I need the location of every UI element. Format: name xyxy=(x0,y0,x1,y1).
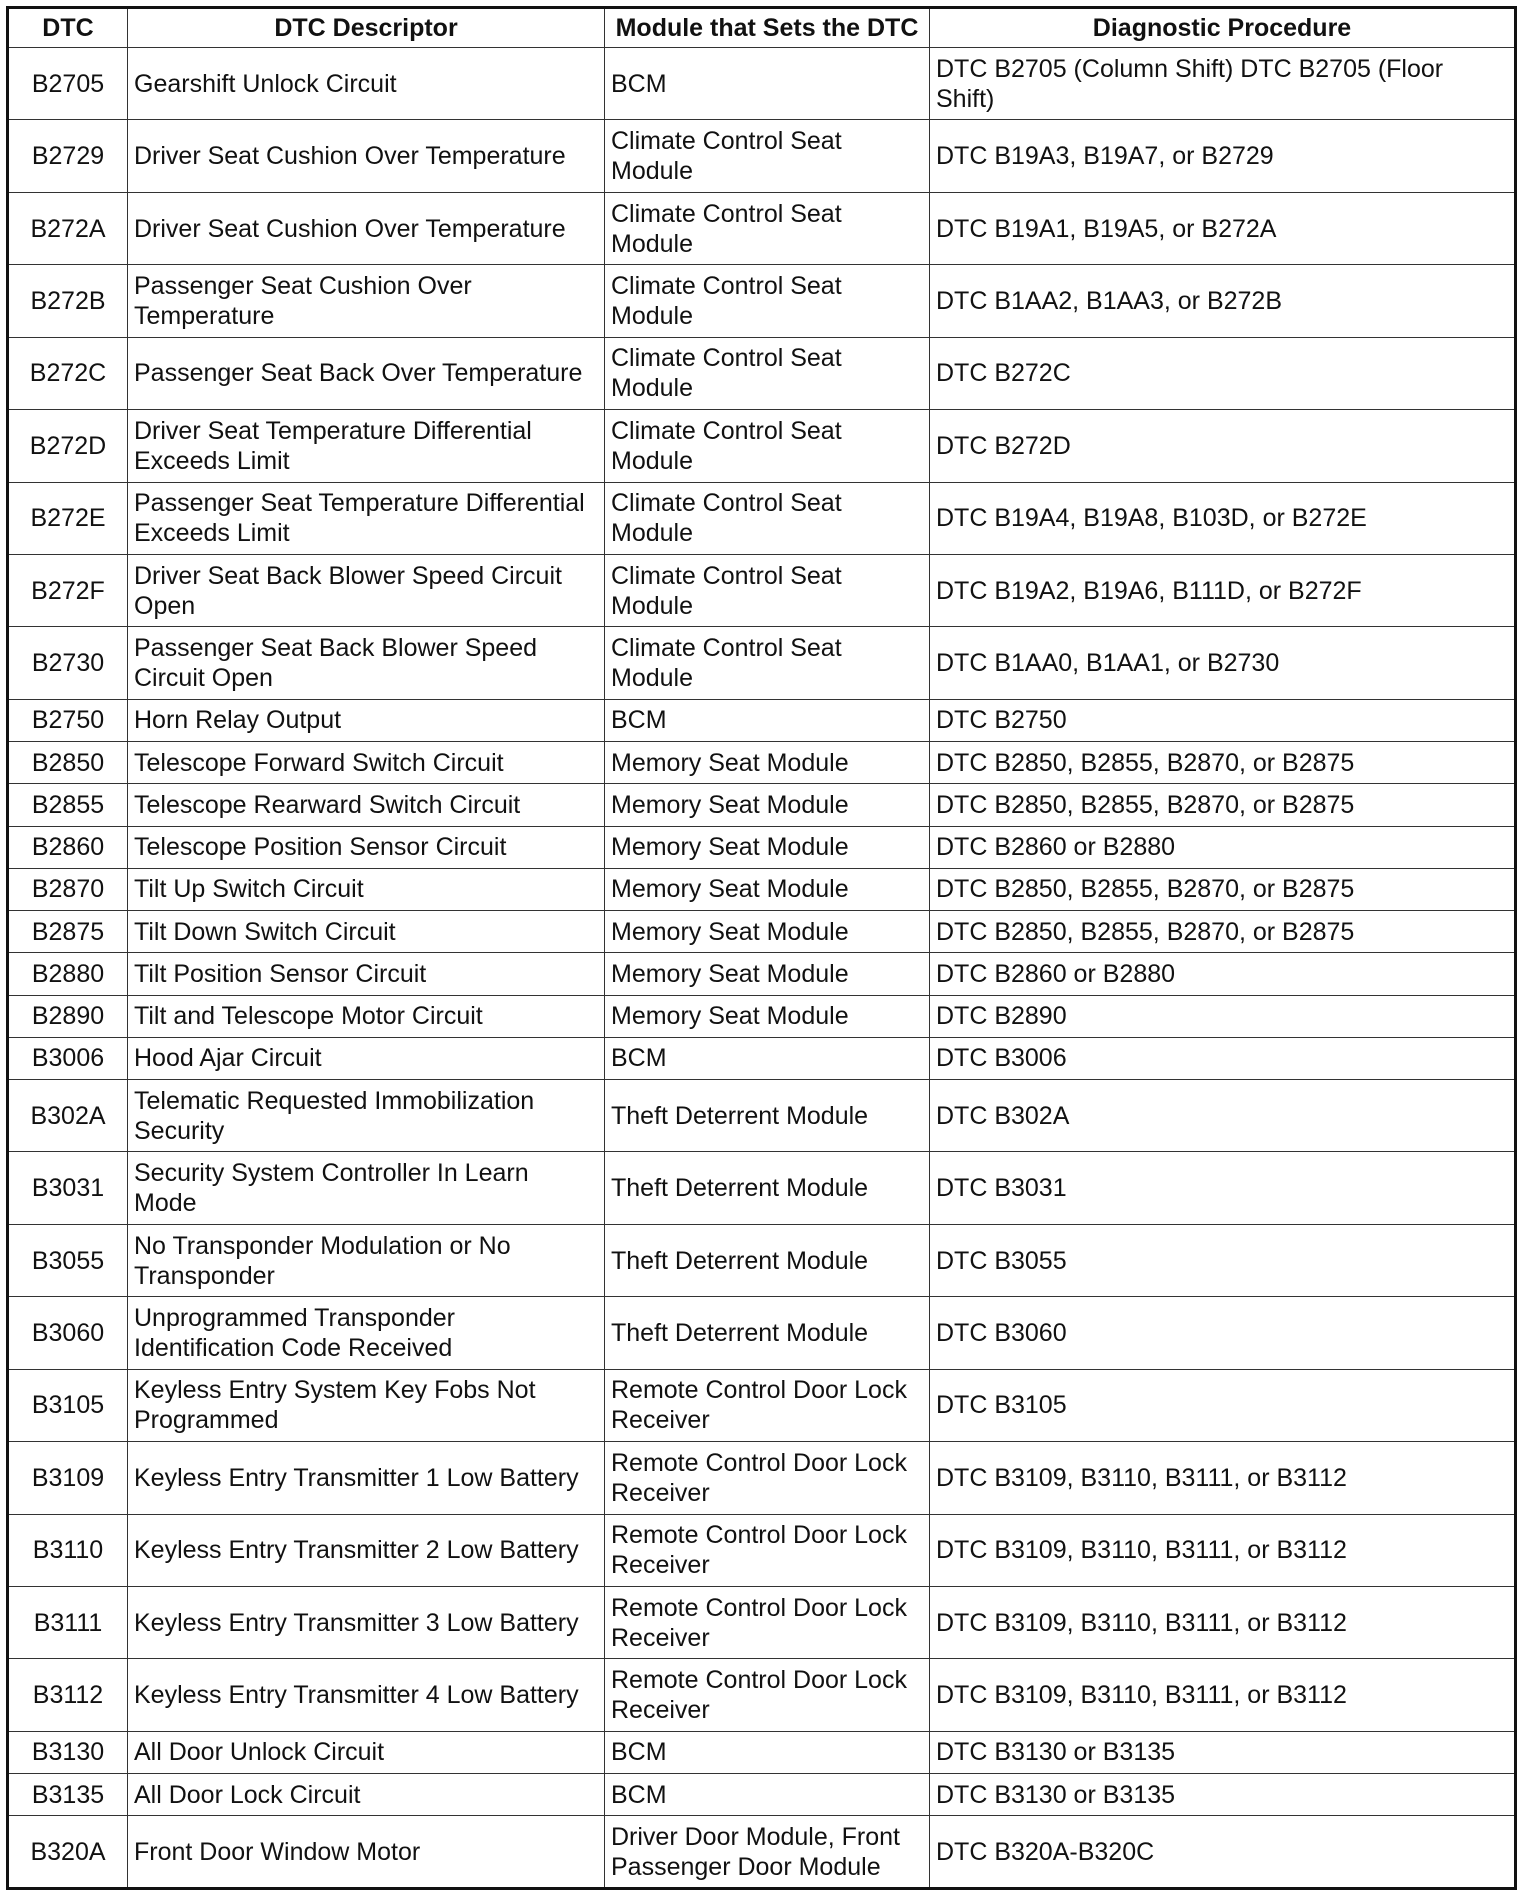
dtc-module: Driver Door Module, Front Passenger Door Module xyxy=(605,1816,930,1889)
table-row xyxy=(8,410,1516,482)
table-row xyxy=(8,554,1516,626)
dtc-procedure: DTC B3130 or B3135 xyxy=(930,1774,1516,1816)
dtc-module: Memory Seat Module xyxy=(605,826,930,868)
dtc-module: Remote Control Door Lock Receiver xyxy=(605,1587,930,1659)
dtc-descriptor: Driver Seat Cushion Over Temperature xyxy=(128,192,605,264)
dtc-code: B272F xyxy=(8,554,128,626)
dtc-descriptor: Gearshift Unlock Circuit xyxy=(128,48,605,120)
dtc-code: B272A xyxy=(8,192,128,264)
dtc-code: B3006 xyxy=(8,1037,128,1079)
dtc-descriptor: Keyless Entry Transmitter 2 Low Battery xyxy=(128,1514,605,1586)
dtc-code: B3031 xyxy=(8,1152,128,1224)
table-row xyxy=(8,1731,1516,1773)
dtc-procedure: DTC B2850, B2855, B2870, or B2875 xyxy=(930,742,1516,784)
dtc-procedure: DTC B272D xyxy=(930,410,1516,482)
dtc-procedure: DTC B272C xyxy=(930,337,1516,409)
dtc-descriptor: Tilt Up Switch Circuit xyxy=(128,868,605,910)
dtc-procedure: DTC B19A4, B19A8, B103D, or B272E xyxy=(930,482,1516,554)
dtc-procedure: DTC B19A3, B19A7, or B2729 xyxy=(930,120,1516,192)
dtc-module: BCM xyxy=(605,1731,930,1773)
dtc-procedure: DTC B19A1, B19A5, or B272A xyxy=(930,192,1516,264)
header-module: Module that Sets the DTC xyxy=(605,8,930,48)
dtc-module: Theft Deterrent Module xyxy=(605,1224,930,1296)
dtc-procedure: DTC B1AA0, B1AA1, or B2730 xyxy=(930,627,1516,699)
dtc-module: Theft Deterrent Module xyxy=(605,1297,930,1369)
table-row xyxy=(8,1037,1516,1079)
table-row xyxy=(8,1587,1516,1659)
dtc-code: B3130 xyxy=(8,1731,128,1773)
dtc-descriptor: Keyless Entry Transmitter 3 Low Battery xyxy=(128,1587,605,1659)
dtc-procedure: DTC B19A2, B19A6, B111D, or B272F xyxy=(930,554,1516,626)
dtc-descriptor: Security System Controller In Learn Mode xyxy=(128,1152,605,1224)
header-dtc-descriptor: DTC Descriptor xyxy=(128,8,605,48)
dtc-module: Remote Control Door Lock Receiver xyxy=(605,1514,930,1586)
dtc-module: Climate Control Seat Module xyxy=(605,482,930,554)
dtc-module: Climate Control Seat Module xyxy=(605,410,930,482)
table-row xyxy=(8,482,1516,554)
dtc-code: B2729 xyxy=(8,120,128,192)
dtc-module: Climate Control Seat Module xyxy=(605,554,930,626)
dtc-procedure: DTC B3031 xyxy=(930,1152,1516,1224)
dtc-module: Theft Deterrent Module xyxy=(605,1152,930,1224)
dtc-code: B3109 xyxy=(8,1442,128,1514)
dtc-code: B272C xyxy=(8,337,128,409)
dtc-descriptor: Driver Seat Temperature Differential Exceeds Limit xyxy=(128,410,605,482)
table-header-row xyxy=(8,8,1516,48)
dtc-procedure: DTC B2890 xyxy=(930,995,1516,1037)
dtc-descriptor: No Transponder Modulation or No Transponder xyxy=(128,1224,605,1296)
dtc-code: B3055 xyxy=(8,1224,128,1296)
table-row xyxy=(8,1080,1516,1152)
table-row xyxy=(8,192,1516,264)
dtc-descriptor: Telescope Forward Switch Circuit xyxy=(128,742,605,784)
dtc-module: Memory Seat Module xyxy=(605,995,930,1037)
table-row xyxy=(8,911,1516,953)
dtc-descriptor: Telescope Rearward Switch Circuit xyxy=(128,784,605,826)
dtc-code: B2890 xyxy=(8,995,128,1037)
dtc-code: B3135 xyxy=(8,1774,128,1816)
dtc-module: Climate Control Seat Module xyxy=(605,192,930,264)
table-row xyxy=(8,784,1516,826)
dtc-module: Memory Seat Module xyxy=(605,742,930,784)
dtc-code: B3112 xyxy=(8,1659,128,1731)
dtc-code: B2855 xyxy=(8,784,128,826)
dtc-procedure: DTC B3060 xyxy=(930,1297,1516,1369)
dtc-module: BCM xyxy=(605,1037,930,1079)
dtc-procedure: DTC B3130 or B3135 xyxy=(930,1731,1516,1773)
dtc-procedure: DTC B302A xyxy=(930,1080,1516,1152)
table-row xyxy=(8,953,1516,995)
table-row xyxy=(8,1297,1516,1369)
header-diagnostic-procedure: Diagnostic Procedure xyxy=(930,8,1516,48)
dtc-table xyxy=(6,6,1517,1890)
dtc-module: Remote Control Door Lock Receiver xyxy=(605,1442,930,1514)
dtc-module: Climate Control Seat Module xyxy=(605,265,930,337)
dtc-descriptor: Hood Ajar Circuit xyxy=(128,1037,605,1079)
dtc-module: BCM xyxy=(605,699,930,741)
dtc-descriptor: Horn Relay Output xyxy=(128,699,605,741)
dtc-code: B272B xyxy=(8,265,128,337)
table-row xyxy=(8,1442,1516,1514)
dtc-procedure: DTC B3109, B3110, B3111, or B3112 xyxy=(930,1659,1516,1731)
dtc-descriptor: Tilt Down Switch Circuit xyxy=(128,911,605,953)
dtc-code: B2850 xyxy=(8,742,128,784)
dtc-procedure: DTC B3055 xyxy=(930,1224,1516,1296)
dtc-descriptor: Tilt Position Sensor Circuit xyxy=(128,953,605,995)
table-row xyxy=(8,868,1516,910)
table-row xyxy=(8,265,1516,337)
dtc-descriptor: Front Door Window Motor xyxy=(128,1816,605,1889)
dtc-procedure: DTC B2705 (Column Shift) DTC B2705 (Floor Shift) xyxy=(930,48,1516,120)
table-row xyxy=(8,1659,1516,1731)
dtc-code: B2880 xyxy=(8,953,128,995)
dtc-module: Memory Seat Module xyxy=(605,911,930,953)
dtc-procedure: DTC B3109, B3110, B3111, or B3112 xyxy=(930,1587,1516,1659)
dtc-code: B2870 xyxy=(8,868,128,910)
dtc-code: B3110 xyxy=(8,1514,128,1586)
table-row xyxy=(8,337,1516,409)
dtc-procedure: DTC B2850, B2855, B2870, or B2875 xyxy=(930,784,1516,826)
dtc-module: Climate Control Seat Module xyxy=(605,337,930,409)
dtc-code: B2860 xyxy=(8,826,128,868)
dtc-descriptor: Keyless Entry Transmitter 4 Low Battery xyxy=(128,1659,605,1731)
dtc-descriptor: Keyless Entry System Key Fobs Not Programmed xyxy=(128,1369,605,1441)
dtc-descriptor: Passenger Seat Cushion Over Temperature xyxy=(128,265,605,337)
dtc-procedure: DTC B2860 or B2880 xyxy=(930,953,1516,995)
dtc-code: B3111 xyxy=(8,1587,128,1659)
dtc-descriptor: Driver Seat Cushion Over Temperature xyxy=(128,120,605,192)
dtc-module: Memory Seat Module xyxy=(605,784,930,826)
table-row xyxy=(8,1816,1516,1889)
dtc-procedure: DTC B2860 or B2880 xyxy=(930,826,1516,868)
dtc-descriptor: All Door Lock Circuit xyxy=(128,1774,605,1816)
dtc-procedure: DTC B2850, B2855, B2870, or B2875 xyxy=(930,868,1516,910)
dtc-code: B272D xyxy=(8,410,128,482)
dtc-code: B272E xyxy=(8,482,128,554)
header-dtc: DTC xyxy=(8,8,128,48)
table-row xyxy=(8,995,1516,1037)
dtc-code: B2730 xyxy=(8,627,128,699)
table-row xyxy=(8,1774,1516,1816)
table-row xyxy=(8,742,1516,784)
dtc-module: Memory Seat Module xyxy=(605,868,930,910)
dtc-descriptor: Unprogrammed Transponder Identification Code Received xyxy=(128,1297,605,1369)
dtc-module: Memory Seat Module xyxy=(605,953,930,995)
dtc-module: Climate Control Seat Module xyxy=(605,627,930,699)
dtc-code: B3060 xyxy=(8,1297,128,1369)
dtc-procedure: DTC B3006 xyxy=(930,1037,1516,1079)
table-row xyxy=(8,120,1516,192)
dtc-module: BCM xyxy=(605,1774,930,1816)
dtc-procedure: DTC B3109, B3110, B3111, or B3112 xyxy=(930,1442,1516,1514)
dtc-descriptor: Passenger Seat Temperature Differential Exceeds Limit xyxy=(128,482,605,554)
dtc-descriptor: Driver Seat Back Blower Speed Circuit Open xyxy=(128,554,605,626)
dtc-descriptor: Telematic Requested Immobilization Security xyxy=(128,1080,605,1152)
dtc-procedure: DTC B3109, B3110, B3111, or B3112 xyxy=(930,1514,1516,1586)
dtc-module: Remote Control Door Lock Receiver xyxy=(605,1659,930,1731)
table-row xyxy=(8,48,1516,120)
dtc-module: Climate Control Seat Module xyxy=(605,120,930,192)
dtc-code: B2875 xyxy=(8,911,128,953)
dtc-descriptor: Passenger Seat Back Over Temperature xyxy=(128,337,605,409)
table-row xyxy=(8,627,1516,699)
dtc-code: B2750 xyxy=(8,699,128,741)
dtc-procedure: DTC B3105 xyxy=(930,1369,1516,1441)
dtc-descriptor: Passenger Seat Back Blower Speed Circuit Open xyxy=(128,627,605,699)
dtc-procedure: DTC B2850, B2855, B2870, or B2875 xyxy=(930,911,1516,953)
dtc-descriptor: Tilt and Telescope Motor Circuit xyxy=(128,995,605,1037)
dtc-procedure: DTC B1AA2, B1AA3, or B272B xyxy=(930,265,1516,337)
table-row xyxy=(8,826,1516,868)
table-row xyxy=(8,1369,1516,1441)
dtc-procedure: DTC B2750 xyxy=(930,699,1516,741)
table-row xyxy=(8,1514,1516,1586)
dtc-procedure: DTC B320A-B320C xyxy=(930,1816,1516,1889)
table-row xyxy=(8,1152,1516,1224)
dtc-module: Theft Deterrent Module xyxy=(605,1080,930,1152)
dtc-code: B2705 xyxy=(8,48,128,120)
table-row xyxy=(8,699,1516,741)
dtc-descriptor: Keyless Entry Transmitter 1 Low Battery xyxy=(128,1442,605,1514)
dtc-descriptor: Telescope Position Sensor Circuit xyxy=(128,826,605,868)
dtc-code: B320A xyxy=(8,1816,128,1889)
dtc-module: BCM xyxy=(605,48,930,120)
dtc-module: Remote Control Door Lock Receiver xyxy=(605,1369,930,1441)
table-row xyxy=(8,1224,1516,1296)
dtc-code: B302A xyxy=(8,1080,128,1152)
dtc-descriptor: All Door Unlock Circuit xyxy=(128,1731,605,1773)
dtc-code: B3105 xyxy=(8,1369,128,1441)
